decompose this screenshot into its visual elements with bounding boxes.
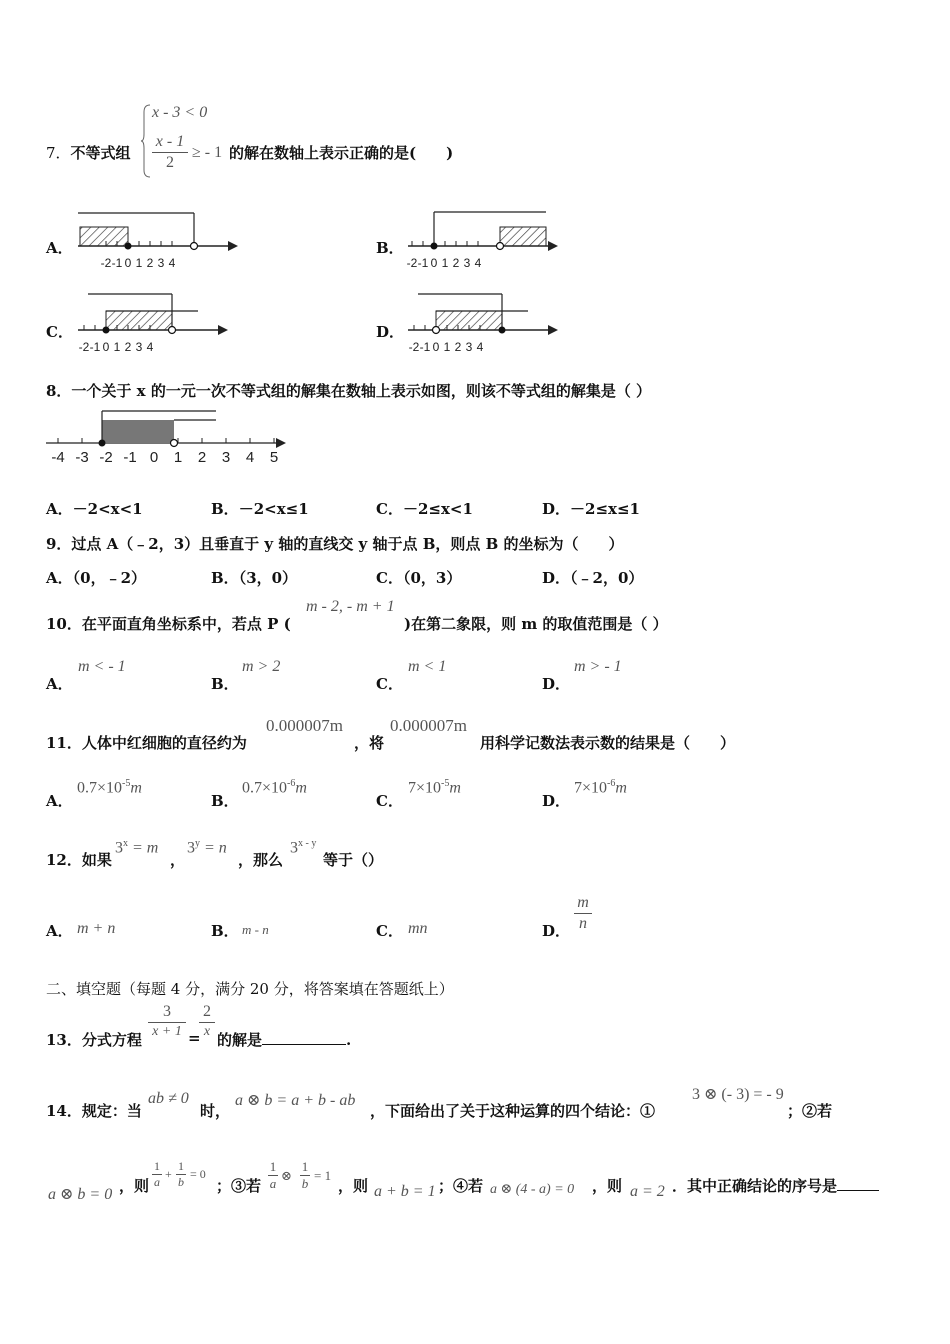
- fraction-bar: [574, 913, 592, 914]
- q7-lead: 不等式组: [70, 144, 131, 162]
- q11-option-a-value: [77, 778, 142, 797]
- tick-label: -2: [99, 449, 113, 466]
- q10-lead: 10．在平面直角坐标系中，若点 P (: [46, 615, 291, 633]
- q14-c4-lead: ；④若: [438, 1177, 484, 1195]
- q11-value-2: 0.000007m: [390, 716, 467, 735]
- exponent: -6: [287, 778, 296, 789]
- tick-label: 0: [124, 256, 132, 270]
- fraction: [152, 1159, 162, 1190]
- q11-option-d-label[interactable]: D．: [542, 792, 571, 810]
- q14-c3-result: a + b = 1: [374, 1183, 436, 1200]
- tick-label: 4: [474, 256, 482, 270]
- q14-c4-result: a = 2: [630, 1183, 665, 1200]
- tick-label: 4: [245, 449, 255, 466]
- tick-label: 3: [463, 256, 471, 270]
- otimes-sign: ⊗: [281, 1168, 292, 1183]
- q12-comma: ，: [170, 851, 186, 869]
- fraction-numerator: 1: [269, 1159, 277, 1174]
- q12-mid: ，那么: [238, 851, 284, 869]
- q8-stem: 8．一个关于 x 的一元一次不等式组的解集在数轴上表示如图，则该不等式组的解集是（ ）: [46, 382, 652, 400]
- tick-label: -4: [51, 449, 65, 466]
- tick-label: 2: [124, 340, 132, 354]
- tick-label: 3: [157, 256, 165, 270]
- tick-label: -3: [75, 449, 89, 466]
- fraction-bar: [148, 1022, 186, 1023]
- exponent: -5: [122, 778, 131, 789]
- tick-label: 3: [465, 340, 473, 354]
- tick-label: -1: [123, 449, 137, 466]
- q13-end: .: [346, 1031, 352, 1049]
- q8-option-a[interactable]: [46, 498, 143, 519]
- option-value: （0，3）: [402, 569, 462, 587]
- rhs: = 1: [314, 1168, 332, 1183]
- q14-condition: ab ≠ 0: [148, 1090, 189, 1107]
- base: 3: [290, 839, 298, 857]
- fraction-numerator: 1: [301, 1159, 309, 1174]
- q14-when: 时，: [200, 1102, 231, 1120]
- q13-lead: 13．分式方程: [46, 1031, 142, 1049]
- tick-label: 2: [454, 340, 462, 354]
- option-label: C．: [376, 500, 403, 518]
- q10-option-b-label[interactable]: B．: [211, 675, 239, 693]
- fraction-numerator: 3: [163, 1003, 171, 1020]
- tick-labels: [51, 449, 278, 466]
- answer-blank[interactable]: [262, 1030, 346, 1045]
- tick-label: 3: [135, 340, 143, 354]
- tick-label: 1: [443, 340, 451, 354]
- q12-eq-3: [290, 838, 316, 857]
- q13-tail: [217, 1029, 351, 1050]
- q9-option-a[interactable]: [46, 567, 146, 588]
- fraction-bar: [152, 152, 188, 153]
- q11-tail: 用科学记数法表示数的结果是（ ）: [480, 734, 736, 752]
- q9-stem: 9．过点 A（﹣2，3）且垂直于 y 轴的直线交 y 轴于点 B，则点 B 的坐标为（ ）: [46, 535, 624, 553]
- fraction-numerator: 2: [203, 1003, 211, 1020]
- q7-inequality-1: x - 3 < 0: [152, 104, 208, 121]
- q10-option-d-value: m > - 1: [574, 658, 622, 675]
- q14-tail-text: ．其中正确结论的序号是: [672, 1177, 838, 1195]
- mantissa: 7×10: [408, 779, 442, 797]
- q10-tail: )在第二象限，则 m 的取值范围是（ ）: [404, 615, 668, 633]
- tick-label: 4: [168, 256, 176, 270]
- q7-option-a-label[interactable]: A．: [46, 239, 73, 257]
- plus-sign: +: [165, 1167, 172, 1181]
- question-number: 7．: [46, 144, 71, 162]
- q11-option-a-label[interactable]: A．: [46, 792, 73, 810]
- q13-rhs-fraction: [199, 1003, 215, 1040]
- q8-option-b[interactable]: [211, 498, 309, 519]
- q12-option-d-fraction: [574, 894, 592, 933]
- tick-label: 4: [476, 340, 484, 354]
- q10-option-c-label[interactable]: C．: [376, 675, 403, 693]
- q14-then: ，则: [119, 1177, 150, 1195]
- q7-option-b-label[interactable]: B．: [376, 239, 404, 257]
- fraction-denominator: a: [154, 1175, 160, 1189]
- fraction-denominator: b: [301, 1176, 309, 1191]
- q12-option-b-label[interactable]: B．: [211, 922, 239, 940]
- tick-label: 4: [146, 340, 154, 354]
- q12-eq-1: [115, 838, 158, 857]
- q8-number-line: [44, 405, 294, 467]
- q11-option-b-label[interactable]: B．: [211, 792, 239, 810]
- fraction-denominator: 2: [166, 154, 174, 171]
- fraction-numerator: m: [577, 894, 589, 911]
- unit: m: [295, 779, 307, 797]
- tick-label: 0: [149, 449, 159, 466]
- q8-option-c[interactable]: [376, 498, 473, 519]
- tick-label: -1: [417, 256, 429, 270]
- fraction-numerator: 1: [178, 1159, 184, 1173]
- answer-blank[interactable]: [837, 1176, 879, 1191]
- option-value: （0，﹣2）: [72, 569, 147, 587]
- q10-option-a-label[interactable]: A．: [46, 675, 73, 693]
- option-label: B．: [211, 500, 239, 518]
- q9-option-c[interactable]: [376, 567, 461, 588]
- rhs: = m: [132, 839, 159, 857]
- option-label: B．: [211, 569, 239, 587]
- q11-lead: 11．人体中红细胞的直径约为: [46, 734, 247, 752]
- section-title: 二、填空题（每题 4 分，满分 20 分，将答案填在答题纸上）: [46, 980, 454, 998]
- option-value: －2<x≤1: [238, 500, 309, 518]
- fraction-bar: [199, 1022, 215, 1023]
- q12-eq-2: [187, 838, 227, 857]
- option-value: －2≤x<1: [402, 500, 473, 518]
- q7-relation: ≥ - 1: [192, 144, 223, 161]
- tick-label: 0: [102, 340, 110, 354]
- q14-c2-lead: ；②若: [787, 1102, 833, 1120]
- option-label: D．: [542, 500, 571, 518]
- tick-label: 2: [146, 256, 154, 270]
- fraction-denominator: x: [203, 1024, 211, 1039]
- q12-option-a-value: m + n: [77, 920, 116, 937]
- unit: m: [130, 779, 142, 797]
- rhs: = n: [204, 839, 227, 857]
- tick-label: 3: [221, 449, 231, 466]
- base: 3: [115, 839, 123, 857]
- q13-equals: =: [188, 1029, 201, 1047]
- tick-labels: [101, 256, 176, 270]
- tick-label: 1: [441, 256, 449, 270]
- q12-option-d-label[interactable]: D．: [542, 922, 571, 940]
- fraction: [268, 1159, 278, 1192]
- tick-label: 1: [113, 340, 121, 354]
- q13-lhs-fraction: [148, 1003, 186, 1040]
- fraction: [176, 1159, 186, 1190]
- tick-label: 2: [197, 449, 207, 466]
- fraction-denominator: b: [178, 1175, 184, 1189]
- q11-value-1: 0.000007m: [266, 716, 343, 735]
- q14-mid: ，下面给出了关于这种运算的四个结论：①: [370, 1102, 656, 1120]
- tick-label: 1: [135, 256, 143, 270]
- q11-option-d-value: [574, 778, 627, 797]
- fraction-denominator: n: [579, 915, 587, 932]
- q7-option-d-label[interactable]: D．: [376, 323, 405, 341]
- option-label: A．: [46, 500, 73, 518]
- tick-labels: [409, 340, 484, 354]
- q7-stem: [46, 142, 131, 163]
- option-value: －2<x<1: [72, 500, 143, 518]
- exponent: -6: [607, 778, 616, 789]
- q7-tail: 的解在数轴上表示正确的是( ): [229, 144, 454, 162]
- mantissa: 0.7×10: [77, 779, 123, 797]
- base: 3: [187, 839, 195, 857]
- q14-then-2: ，则: [338, 1177, 369, 1195]
- tick-label: -1: [89, 340, 101, 354]
- fraction-denominator: x + 1: [152, 1024, 182, 1039]
- tick-label: 1: [173, 449, 183, 466]
- tick-label: -2: [408, 340, 420, 354]
- q10-option-d-label[interactable]: D．: [542, 675, 571, 693]
- q10-point-coordinates: m - 2, - m + 1: [306, 598, 395, 615]
- q7-number-line-b: [400, 205, 570, 275]
- option-value: －2≤x≤1: [570, 500, 640, 518]
- q12-tail: 等于（）: [323, 851, 384, 869]
- fraction-numerator: x - 1: [155, 133, 185, 150]
- mantissa: 0.7×10: [242, 779, 288, 797]
- fraction-numerator: 1: [154, 1159, 160, 1173]
- rhs: = 0: [190, 1167, 206, 1181]
- q8-option-d[interactable]: [542, 498, 640, 519]
- q7-option-c-label[interactable]: C．: [46, 323, 73, 341]
- q11-mid: ，将: [354, 734, 385, 752]
- tick-labels: [407, 256, 482, 270]
- q12-lead: 12．如果: [46, 851, 112, 869]
- q12-option-a-label[interactable]: A．: [46, 922, 73, 940]
- q14-conclusion-1: 3 ⊗ (- 3) = - 9: [692, 1086, 784, 1103]
- q11-option-c-value: [408, 778, 461, 797]
- tick-label: -2: [406, 256, 418, 270]
- fraction: [300, 1159, 310, 1192]
- q10-option-a-value: m < - 1: [78, 658, 126, 675]
- q7-number-line-c: [70, 288, 240, 358]
- q10-option-b-value: m > 2: [242, 658, 281, 675]
- unit: m: [449, 779, 461, 797]
- exponent: x: [123, 838, 128, 849]
- q7-fraction: [150, 133, 190, 172]
- q14-c3-lead: ；③若: [216, 1177, 262, 1195]
- option-value: （3，0）: [238, 569, 298, 587]
- q7-number-line-d: [400, 288, 570, 358]
- q14-then-3: ，则: [592, 1177, 623, 1195]
- q14-tail: [672, 1175, 879, 1196]
- q13-tail-text: 的解是: [217, 1031, 263, 1049]
- tick-labels: [79, 340, 154, 354]
- exponent: y: [195, 838, 200, 849]
- q14-c2-condition: a ⊗ b = 0: [48, 1186, 113, 1203]
- q11-option-c-label[interactable]: C．: [376, 792, 403, 810]
- tick-label: 0: [432, 340, 440, 354]
- tick-label: -1: [419, 340, 431, 354]
- option-label: D．: [542, 569, 571, 587]
- q14-definition: a ⊗ b = a + b - ab: [235, 1092, 356, 1109]
- q10-option-c-value: m < 1: [408, 658, 447, 675]
- mantissa: 7×10: [574, 779, 608, 797]
- q11-option-b-value: [242, 778, 307, 797]
- tick-label: 2: [452, 256, 460, 270]
- q9-option-b[interactable]: [211, 567, 297, 588]
- q9-option-d[interactable]: [542, 567, 643, 588]
- tick-label: -2: [100, 256, 112, 270]
- q12-option-b-value: m - n: [242, 922, 269, 937]
- q12-option-c-value: mn: [408, 920, 428, 937]
- tick-label: 5: [269, 449, 279, 466]
- unit: m: [615, 779, 627, 797]
- fraction-denominator: a: [269, 1176, 277, 1191]
- tick-label: -1: [111, 256, 123, 270]
- tick-label: 0: [430, 256, 438, 270]
- option-value: （﹣2，0）: [570, 569, 644, 587]
- q14-lead: 14．规定：当: [46, 1102, 142, 1120]
- q12-option-c-label[interactable]: C．: [376, 922, 403, 940]
- q14-c4-condition: a ⊗ (4 - a) = 0: [490, 1182, 575, 1197]
- q7-number-line-a: [70, 205, 240, 275]
- exponent: x - y: [298, 838, 317, 849]
- exponent: -5: [441, 778, 450, 789]
- option-label: C．: [376, 569, 403, 587]
- tick-label: -2: [78, 340, 90, 354]
- option-label: A．: [46, 569, 73, 587]
